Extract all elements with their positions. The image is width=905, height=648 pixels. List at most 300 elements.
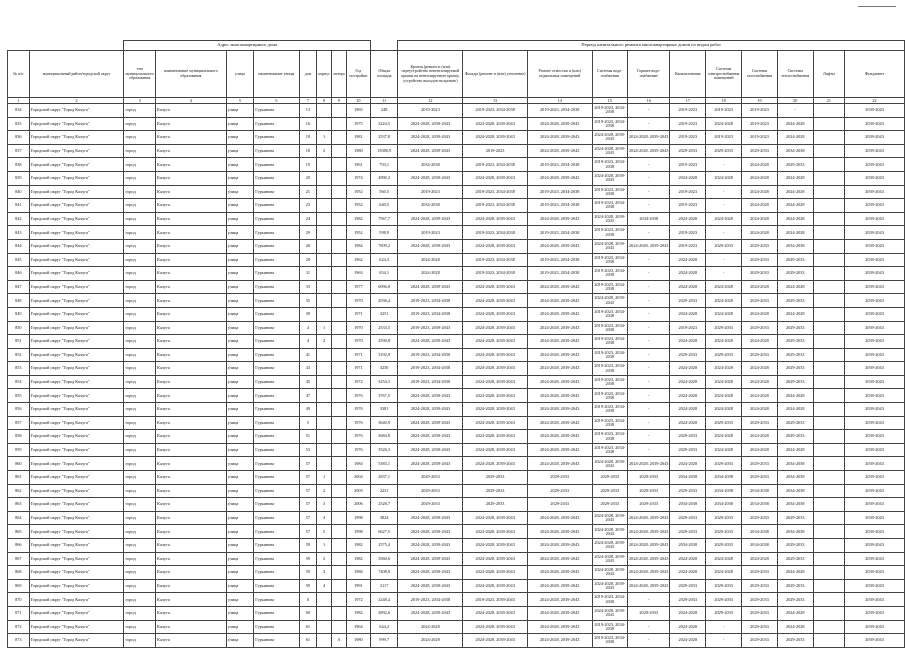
column-number: 11 xyxy=(370,98,398,104)
cell-facade: 2024-2028, 2039-2043 xyxy=(463,430,528,444)
cell-hot-water: - xyxy=(628,185,670,199)
cell-basement: 2019-2023, 2034-2038 xyxy=(527,253,592,267)
cell-row-number: 863 xyxy=(8,498,30,512)
column-number: 9 xyxy=(331,98,346,104)
cell-settlement: Калуга xyxy=(156,389,227,403)
cell-settlement: Калуга xyxy=(156,484,227,498)
cell-street-type: улица xyxy=(226,171,254,185)
cell-foundation: 2039-2043 xyxy=(845,335,905,349)
cell-heating: 2034-2038 xyxy=(777,239,813,253)
cell-settlement-type: город xyxy=(124,117,156,131)
cell-heating: 2024-2028 xyxy=(777,443,813,457)
cell-letter: А xyxy=(331,634,346,648)
cell-building xyxy=(317,362,332,376)
cell-basement: 2024-2028, 2039-2043 xyxy=(527,239,592,253)
cell-elevators xyxy=(813,199,844,213)
column-number: 8 xyxy=(317,98,332,104)
cell-row-number: 847 xyxy=(8,280,30,294)
column-header: Горячее водо-снабжение xyxy=(628,51,670,98)
cell-elevators xyxy=(813,403,844,417)
cell-heating: 2029-2033 xyxy=(777,511,813,525)
cell-settlement: Калуга xyxy=(156,511,227,525)
group-header-row xyxy=(8,41,905,51)
cell-foundation: 2039-2043 xyxy=(845,144,905,158)
cell-roof: 2024-2028, 2039-2043 xyxy=(398,579,463,593)
cell-heating: 2024-2028 xyxy=(777,606,813,620)
cell-house: 24 xyxy=(299,212,317,226)
cell-heating: 2029-2033 xyxy=(777,294,813,308)
cell-street-type: улица xyxy=(226,375,254,389)
cell-building xyxy=(317,348,332,362)
cell-heating: 2034-2038 xyxy=(777,471,813,485)
column-header: Год постройки xyxy=(346,51,370,98)
cell-elevators xyxy=(813,511,844,525)
cell-water-supply: 2019-2023, 2034-2038 xyxy=(592,185,628,199)
cell-foundation: 2039-2043 xyxy=(845,348,905,362)
cell-building: 4 xyxy=(317,579,332,593)
cell-house: 59 xyxy=(299,552,317,566)
cell-facade: 2024-2028, 2039-2043 xyxy=(463,511,528,525)
cell-settlement-type: город xyxy=(124,131,156,145)
cell-house: 60 xyxy=(299,606,317,620)
cell-roof: 2024-2028, 2039-2043 xyxy=(398,403,463,417)
table-row xyxy=(8,117,905,131)
cell-house: 19 xyxy=(299,158,317,172)
cell-roof: 2024-2028, 2039-2043 xyxy=(398,239,463,253)
cell-elevators xyxy=(813,620,844,634)
cell-total-area: 3824 xyxy=(370,511,398,525)
cell-basement: 2024-2028, 2039-2043 xyxy=(527,335,592,349)
cell-total-area: 7408,8 xyxy=(370,566,398,580)
cell-year-built: 1964 xyxy=(346,620,370,634)
cell-settlement-type: город xyxy=(124,606,156,620)
cell-letter xyxy=(331,321,346,335)
column-number: 12 xyxy=(398,98,463,104)
cell-district: Городской округ "Город Калуга" xyxy=(29,606,124,620)
cell-settlement-type: город xyxy=(124,185,156,199)
cell-basement: 2024-2028, 2039-2043 xyxy=(527,457,592,471)
cell-district: Городской округ "Город Калуга" xyxy=(29,443,124,457)
cell-heating: 2029-2033 xyxy=(777,348,813,362)
cell-foundation: 2039-2043 xyxy=(845,239,905,253)
cell-roof: 2019-2023 xyxy=(398,185,463,199)
cell-building xyxy=(317,171,332,185)
cell-heating: 2034-2038 xyxy=(777,457,813,471)
cell-street-name: Гурьянова xyxy=(254,226,299,240)
cell-water-supply: 2029-2033 xyxy=(592,484,628,498)
cell-foundation: 2039-2043 xyxy=(845,321,905,335)
cell-building: 2 xyxy=(317,144,332,158)
cell-district: Городской округ "Город Калуга" xyxy=(29,430,124,444)
cell-settlement-type: город xyxy=(124,267,156,281)
cell-gas-supply: 2019-2023 xyxy=(742,117,778,131)
cell-settlement-type: город xyxy=(124,498,156,512)
cell-settlement: Калуга xyxy=(156,443,227,457)
cell-heating: 2029-2033 xyxy=(777,375,813,389)
cell-building xyxy=(317,253,332,267)
cell-sewerage: 2019-2023 xyxy=(670,104,706,118)
cell-foundation: 2039-2043 xyxy=(845,389,905,403)
cell-house: 49 xyxy=(299,403,317,417)
cell-roof: 2024-2028, 2039-2043 xyxy=(398,280,463,294)
column-number: 21 xyxy=(813,98,844,104)
cell-house: 21 xyxy=(299,185,317,199)
cell-hot-water: - xyxy=(628,199,670,213)
cell-settlement: Калуга xyxy=(156,171,227,185)
cell-street-name: Гурьянова xyxy=(254,131,299,145)
cell-electricity: - xyxy=(706,185,742,199)
cell-total-area: 793,1 xyxy=(370,158,398,172)
cell-house: 61 xyxy=(299,634,317,648)
cell-row-number: 846 xyxy=(8,267,30,281)
cell-street-name: Гурьянова xyxy=(254,566,299,580)
cell-row-number: 838 xyxy=(8,158,30,172)
cell-street-name: Гурьянова xyxy=(254,239,299,253)
cell-letter xyxy=(331,171,346,185)
cell-total-area: 2537,8 xyxy=(370,131,398,145)
cell-district: Городской округ "Город Калуга" xyxy=(29,131,124,145)
cell-water-supply: 2024-2028, 2039-2043 xyxy=(592,171,628,185)
cell-total-area: 2575,4 xyxy=(370,539,398,553)
cell-hot-water: - xyxy=(628,253,670,267)
cell-water-supply: 2019-2023, 2034-2038 xyxy=(592,620,628,634)
cell-gas-supply: 2029-2033 xyxy=(742,321,778,335)
cell-electricity: 2029-2033 xyxy=(706,321,742,335)
cell-building xyxy=(317,158,332,172)
cell-hot-water: 2024-2028, 2039-2043 xyxy=(628,525,670,539)
table-row xyxy=(8,443,905,457)
cell-roof: 2024-2028, 2039-2043 xyxy=(398,117,463,131)
cell-year-built: 1952 xyxy=(346,185,370,199)
cell-district: Городской округ "Город Калуга" xyxy=(29,362,124,376)
cell-electricity: 2029-2033 xyxy=(706,539,742,553)
cell-hot-water: - xyxy=(628,226,670,240)
cell-foundation: 2039-2043 xyxy=(845,511,905,525)
cell-heating: 2024-2028 xyxy=(777,389,813,403)
cell-basement: 2019-2023, 2034-2038 xyxy=(527,104,592,118)
cell-electricity: 2024-2028 xyxy=(706,294,742,308)
cell-year-built: 1971 xyxy=(346,307,370,321)
cell-facade: 2024-2028, 2039-2043 xyxy=(463,416,528,430)
cell-facade: 2024-2028, 2039-2043 xyxy=(463,403,528,417)
cell-elevators xyxy=(813,606,844,620)
cell-foundation: 2039-2043 xyxy=(845,212,905,226)
table-row xyxy=(8,185,905,199)
cell-electricity: 2029-2033 xyxy=(706,348,742,362)
cell-year-built: 1972 xyxy=(346,375,370,389)
cell-street-name: Гурьянова xyxy=(254,348,299,362)
cell-roof: 2024-2028, 2039-2043 xyxy=(398,416,463,430)
cell-building xyxy=(317,104,332,118)
cell-street-name: Гурьянова xyxy=(254,185,299,199)
cell-elevators xyxy=(813,498,844,512)
cell-building xyxy=(317,620,332,634)
cell-foundation: 2039-2043 xyxy=(845,484,905,498)
cell-house: 43 xyxy=(299,362,317,376)
cell-total-area: 3254,3 xyxy=(370,375,398,389)
cell-facade: 2019-2023, 2034-2038 xyxy=(463,267,528,281)
cell-hot-water: - xyxy=(628,307,670,321)
table-row xyxy=(8,104,905,118)
cell-electricity: 2019-2023 xyxy=(706,104,742,118)
cell-house: 45 xyxy=(299,375,317,389)
cell-hot-water: - xyxy=(628,267,670,281)
cell-house: 29 xyxy=(299,226,317,240)
cell-sewerage: 2024-2028 xyxy=(670,634,706,648)
cell-settlement: Калуга xyxy=(156,539,227,553)
column-number: 18 xyxy=(706,98,742,104)
cell-basement: 2024-2028, 2039-2043 xyxy=(527,552,592,566)
cell-settlement-type: город xyxy=(124,416,156,430)
cell-hot-water: - xyxy=(628,620,670,634)
cell-elevators xyxy=(813,566,844,580)
cell-year-built: 1991 xyxy=(346,579,370,593)
cell-year-built: 1970 xyxy=(346,294,370,308)
cell-total-area: 5383,1 xyxy=(370,457,398,471)
cell-basement: 2024-2028, 2039-2043 xyxy=(527,593,592,607)
cell-heating: 2024-2028 xyxy=(777,131,813,145)
table-row xyxy=(8,471,905,485)
cell-sewerage: 2034-2038 xyxy=(670,471,706,485)
cell-year-built: 1976 xyxy=(346,389,370,403)
cell-district: Городской округ "Город Калуга" xyxy=(29,552,124,566)
cell-foundation: 2039-2043 xyxy=(845,158,905,172)
cell-street-name: Гурьянова xyxy=(254,457,299,471)
cell-sewerage: 2019-2023 xyxy=(670,226,706,240)
cell-electricity: 2024-2028 xyxy=(706,375,742,389)
cell-gas-supply: 2024-2028 xyxy=(742,199,778,213)
cell-settlement-type: город xyxy=(124,253,156,267)
cell-gas-supply: 2024-2028 xyxy=(742,280,778,294)
cell-water-supply: 2024-2028, 2039-2043 xyxy=(592,606,628,620)
column-number: 13 xyxy=(463,98,528,104)
cell-house: 53 xyxy=(299,443,317,457)
cell-facade: 2024-2028, 2039-2043 xyxy=(463,552,528,566)
cell-heating: 2029-2033 xyxy=(777,634,813,648)
cell-hot-water: 2024-2028, 2039-2043 xyxy=(628,131,670,145)
cell-basement: 2024-2028, 2039-2043 xyxy=(527,416,592,430)
cell-electricity: - xyxy=(706,634,742,648)
cell-foundation: 2039-2043 xyxy=(845,362,905,376)
cell-water-supply: 2019-2023, 2034-2038 xyxy=(592,593,628,607)
cell-basement: 2029-2033 xyxy=(527,484,592,498)
column-number: 15 xyxy=(592,98,628,104)
table-row xyxy=(8,634,905,648)
cell-settlement: Калуга xyxy=(156,253,227,267)
cell-roof: 2029-2033 xyxy=(398,471,463,485)
cell-water-supply: 2024-2028, 2039-2043 xyxy=(592,525,628,539)
cell-district: Городской округ "Город Калуга" xyxy=(29,566,124,580)
cell-year-built: 1976 xyxy=(346,403,370,417)
cell-hot-water: - xyxy=(628,335,670,349)
table-row xyxy=(8,171,905,185)
cell-hot-water: 2034-2038 xyxy=(628,212,670,226)
cell-basement: 2029-2033 xyxy=(527,498,592,512)
column-number: 2 xyxy=(29,98,124,104)
cell-building: 2 xyxy=(317,335,332,349)
cell-water-supply: 2019-2023, 2034-2038 xyxy=(592,348,628,362)
cell-year-built: 1982 xyxy=(346,552,370,566)
cell-settlement: Калуга xyxy=(156,471,227,485)
cell-hot-water: - xyxy=(628,294,670,308)
table-row xyxy=(8,280,905,294)
cell-letter xyxy=(331,484,346,498)
cell-roof: 2024-2028, 2039-2043 xyxy=(398,606,463,620)
cell-foundation: 2039-2043 xyxy=(845,375,905,389)
cell-row-number: 870 xyxy=(8,593,30,607)
cell-hot-water: 2024-2028, 2039-2043 xyxy=(628,239,670,253)
cell-roof: 2019-2023, 2034-2038 xyxy=(398,375,463,389)
cell-hot-water: 2024-2028, 2039-2043 xyxy=(628,566,670,580)
cell-roof: 2019-2023, 2039-2043 xyxy=(398,321,463,335)
cell-facade: 2024-2028, 2039-2043 xyxy=(463,307,528,321)
cell-street-type: улица xyxy=(226,511,254,525)
cell-settlement: Калуга xyxy=(156,239,227,253)
cell-letter xyxy=(331,552,346,566)
table-row xyxy=(8,416,905,430)
cell-letter xyxy=(331,104,346,118)
cell-letter xyxy=(331,403,346,417)
column-header: Фундамент xyxy=(845,51,905,98)
cell-street-type: улица xyxy=(226,566,254,580)
cell-street-name: Гурьянова xyxy=(254,416,299,430)
column-header: Системы электроснабжения помещений xyxy=(706,51,742,98)
cell-street-type: улица xyxy=(226,253,254,267)
cell-roof: 2024-2028, 2039-2043 xyxy=(398,144,463,158)
cell-electricity: - xyxy=(706,226,742,240)
cell-water-supply: 2019-2023, 2034-2038 xyxy=(592,267,628,281)
cell-elevators xyxy=(813,171,844,185)
cell-row-number: 835 xyxy=(8,117,30,131)
cell-house: 35 xyxy=(299,294,317,308)
cell-row-number: 873 xyxy=(8,634,30,648)
cell-gas-supply: 2024-2028 xyxy=(742,226,778,240)
cell-sewerage: 2029-2033 xyxy=(670,484,706,498)
cell-hot-water: 2024-2028, 2039-2043 xyxy=(628,552,670,566)
cell-gas-supply: 2024-2028 xyxy=(742,552,778,566)
cell-sewerage: 2034-2038 xyxy=(670,498,706,512)
cell-basement: 2024-2028, 2039-2043 xyxy=(527,579,592,593)
cell-settlement: Калуга xyxy=(156,552,227,566)
cell-facade: 2024-2028, 2039-2043 xyxy=(463,457,528,471)
cell-electricity: - xyxy=(706,253,742,267)
cell-foundation: 2039-2043 xyxy=(845,131,905,145)
cell-roof: 2024-2028 xyxy=(398,634,463,648)
cell-year-built: 2004 xyxy=(346,471,370,485)
cell-total-area: 2936,4 xyxy=(370,294,398,308)
table-row xyxy=(8,566,905,580)
table-row xyxy=(8,158,905,172)
cell-heating: 2034-2038 xyxy=(777,484,813,498)
cell-elevators xyxy=(813,144,844,158)
cell-total-area: 2528,7 xyxy=(370,498,398,512)
cell-roof: 2024-2028, 2039-2043 xyxy=(398,457,463,471)
cell-roof: 2029-2033 xyxy=(398,498,463,512)
cell-district: Городской округ "Город Калуга" xyxy=(29,525,124,539)
cell-electricity: 2029-2033 xyxy=(706,593,742,607)
cell-settlement: Калуга xyxy=(156,579,227,593)
column-number: 19 xyxy=(742,98,778,104)
cell-total-area: 3381 xyxy=(370,403,398,417)
cell-total-area: 7567,7 xyxy=(370,212,398,226)
cell-settlement-type: город xyxy=(124,539,156,553)
cell-electricity: 2029-2033 xyxy=(706,457,742,471)
cell-building xyxy=(317,457,332,471)
cell-building: 5 xyxy=(317,525,332,539)
cell-year-built: 1976 xyxy=(346,443,370,457)
cell-basement: 2024-2028, 2039-2043 xyxy=(527,403,592,417)
cell-building xyxy=(317,634,332,648)
cell-foundation: 2039-2043 xyxy=(845,226,905,240)
cell-roof: 2024-2028, 2039-2043 xyxy=(398,171,463,185)
cell-sewerage: 2024-2028 xyxy=(670,335,706,349)
cell-roof: 2024-2028 xyxy=(398,267,463,281)
cell-building: 4 xyxy=(317,511,332,525)
cell-total-area: 3684,8 xyxy=(370,430,398,444)
cell-street-name: Гурьянова xyxy=(254,430,299,444)
table-row xyxy=(8,511,905,525)
cell-gas-supply: 2024-2028 xyxy=(742,389,778,403)
cell-district: Городской округ "Город Калуга" xyxy=(29,620,124,634)
cell-foundation: 2039-2043 xyxy=(845,634,905,648)
cell-letter xyxy=(331,579,346,593)
cell-elevators xyxy=(813,253,844,267)
cell-heating: 2024-2028 xyxy=(777,199,813,213)
column-header: наименование муниципального образования xyxy=(156,51,227,98)
cell-year-built: 1975 xyxy=(346,117,370,131)
cell-row-number: 842 xyxy=(8,212,30,226)
cell-street-name: Гурьянова xyxy=(254,171,299,185)
cell-total-area: 2231 xyxy=(370,484,398,498)
cell-sewerage: 2029-2033 xyxy=(670,443,706,457)
cell-elevators xyxy=(813,430,844,444)
cell-sewerage: 2019-2023 xyxy=(670,158,706,172)
cell-house: 4 xyxy=(299,335,317,349)
cell-water-supply: 2024-2028, 2039-2043 xyxy=(592,239,628,253)
cell-foundation: 2039-2043 xyxy=(845,457,905,471)
cell-house: 20 xyxy=(299,171,317,185)
cell-heating: 2029-2033 xyxy=(777,416,813,430)
cell-house: 18 xyxy=(299,144,317,158)
cell-street-name: Гурьянова xyxy=(254,335,299,349)
cell-electricity: 2024-2028 xyxy=(706,403,742,417)
column-number: 10 xyxy=(346,98,370,104)
cell-year-built: 1952 xyxy=(346,199,370,213)
cell-settlement-type: город xyxy=(124,389,156,403)
cell-settlement-type: город xyxy=(124,280,156,294)
cell-water-supply: 2019-2023, 2034-2038 xyxy=(592,117,628,131)
column-header: Системы теплоснабжения xyxy=(777,51,813,98)
cell-total-area: 7609,2 xyxy=(370,239,398,253)
cell-settlement-type: город xyxy=(124,375,156,389)
cell-roof: 2034-2038 xyxy=(398,199,463,213)
cell-street-name: Гурьянова xyxy=(254,199,299,213)
cell-district: Городской округ "Город Калуга" xyxy=(29,593,124,607)
cell-sewerage: 2024-2028 xyxy=(670,389,706,403)
cell-row-number: 860 xyxy=(8,457,30,471)
cell-district: Городской округ "Город Калуга" xyxy=(29,471,124,485)
cell-gas-supply: 2024-2028 xyxy=(742,307,778,321)
cell-settlement: Калуга xyxy=(156,620,227,634)
cell-settlement-type: город xyxy=(124,294,156,308)
cell-street-type: улица xyxy=(226,158,254,172)
cell-row-number: 864 xyxy=(8,511,30,525)
cell-foundation: 2039-2043 xyxy=(845,104,905,118)
column-header: Общая площадь xyxy=(370,51,398,98)
cell-year-built: 1982 xyxy=(346,539,370,553)
cell-street-name: Гурьянова xyxy=(254,443,299,457)
cell-roof: 2024-2028, 2039-2043 xyxy=(398,539,463,553)
